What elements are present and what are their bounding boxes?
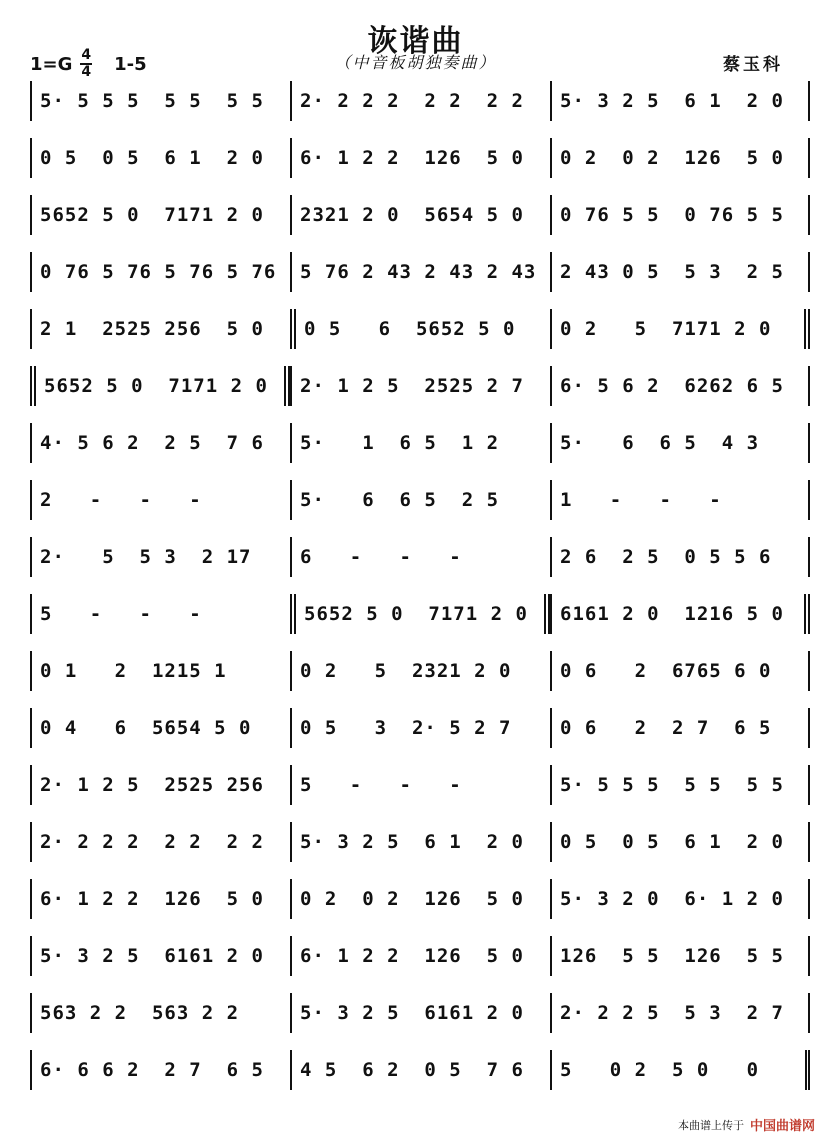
- measure: [30, 651, 290, 691]
- measure: [30, 1050, 290, 1090]
- measure-notes: 0 6 2 2 7 6 5: [560, 716, 772, 739]
- measure: [550, 252, 810, 292]
- measure-notes: 6· 1 2 2 126 5 0: [40, 887, 264, 910]
- measure-notes: 5 - - -: [40, 602, 202, 625]
- measure: [30, 423, 290, 463]
- score-line: [30, 414, 810, 471]
- score-line: [30, 528, 810, 585]
- measure-notes: 5 0 2 5 0 0: [560, 1058, 760, 1081]
- measure: [550, 1050, 810, 1090]
- measure: [30, 822, 290, 862]
- measure-notes: 6 - - -: [300, 545, 462, 568]
- measure: [290, 1050, 550, 1090]
- measure-notes: 0 5 6 5652 5 0: [304, 317, 516, 340]
- measure-notes: 4 5 6 2 0 5 7 6: [300, 1058, 524, 1081]
- measure: [290, 651, 550, 691]
- measure-notes: 2 43 0 5 5 3 2 5: [560, 260, 784, 283]
- measure-notes: 6· 5 6 2 6262 6 5: [560, 374, 784, 397]
- measure-notes: 5· 5 5 5 5 5 5 5: [560, 773, 784, 796]
- measure-notes: 4· 5 6 2 2 5 7 6: [40, 431, 264, 454]
- measure-notes: 6· 6 6 2 2 7 6 5: [40, 1058, 264, 1081]
- measure-notes: 0 76 5 76 5 76 5 76: [40, 260, 277, 283]
- measure-notes: 0 5 0 5 6 1 2 0: [560, 830, 784, 853]
- score-line: [30, 927, 810, 984]
- measure-notes: 0 5 3 2· 5 2 7: [300, 716, 512, 739]
- score-subtitle: （中音板胡独奏曲）: [334, 53, 497, 72]
- measure: [30, 879, 290, 919]
- measure-notes: 5· 6 6 5 4 3: [560, 431, 760, 454]
- meter-bottom: 4: [81, 64, 92, 80]
- measure: [30, 252, 290, 292]
- measure: [290, 423, 550, 463]
- score-line: [30, 1041, 810, 1098]
- measure: [290, 138, 550, 178]
- score-line: [30, 72, 810, 129]
- measure-notes: 2· 1 2 5 2525 2 7: [300, 374, 524, 397]
- measure-notes: 0 2 5 7171 2 0: [560, 317, 772, 340]
- measure: [30, 708, 290, 748]
- measure: [290, 879, 550, 919]
- measure-notes: 5· 3 2 5 6 1 2 0: [560, 89, 784, 112]
- measure-notes: 0 76 5 5 0 76 5 5: [560, 203, 784, 226]
- measure-notes: 2· 1 2 5 2525 256: [40, 773, 264, 796]
- score-body: [30, 72, 810, 1098]
- measure: [550, 537, 810, 577]
- measure-notes: 5· 3 2 5 6161 2 0: [300, 1001, 524, 1024]
- measure-notes: 0 2 5 2321 2 0: [300, 659, 512, 682]
- measure: [290, 822, 550, 862]
- measure-notes: 5 - - -: [300, 773, 462, 796]
- measure: [30, 138, 290, 178]
- measure-notes: 0 4 6 5654 5 0: [40, 716, 252, 739]
- score-line: [30, 984, 810, 1041]
- measure-notes: 5 76 2 43 2 43 2 43: [300, 260, 537, 283]
- measure: [30, 765, 290, 805]
- measure-notes: 0 1 2 1215 1: [40, 659, 227, 682]
- measure: [290, 708, 550, 748]
- measure: [550, 594, 810, 634]
- measure-notes: 0 5 0 5 6 1 2 0: [40, 146, 264, 169]
- measure: [550, 81, 810, 121]
- measure-notes: 2· 2 2 2 2 2 2 2: [40, 830, 264, 853]
- measure-notes: 2 6 2 5 0 5 5 6: [560, 545, 772, 568]
- measure: [550, 366, 810, 406]
- measure-notes: 0 6 2 6765 6 0: [560, 659, 772, 682]
- measure-notes: 2· 5 5 3 2 17: [40, 545, 252, 568]
- key-label: 1=G: [30, 53, 73, 75]
- score-line: [30, 642, 810, 699]
- score-line: [30, 813, 810, 870]
- measure: [550, 309, 810, 349]
- measure: [550, 138, 810, 178]
- measure-notes: 5· 6 6 5 2 5: [300, 488, 500, 511]
- measure-notes: 5652 5 0 7171 2 0: [40, 203, 264, 226]
- measure: [550, 993, 810, 1033]
- measure: [290, 537, 550, 577]
- score-line: [30, 870, 810, 927]
- measure: [290, 765, 550, 805]
- score-line: [30, 756, 810, 813]
- measure: [30, 936, 290, 976]
- measure: [550, 423, 810, 463]
- measure-notes: 2321 2 0 5654 5 0: [300, 203, 524, 226]
- measure: [550, 480, 810, 520]
- measure: [550, 765, 810, 805]
- score-line: [30, 300, 810, 357]
- upload-credit: [678, 1115, 815, 1134]
- measure: [290, 195, 550, 235]
- score-line: [30, 129, 810, 186]
- measure-notes: 563 2 2 563 2 2: [40, 1001, 240, 1024]
- upload-credit-text: 本曲谱上传于: [677, 1118, 744, 1132]
- measure: [290, 594, 550, 634]
- measure: [30, 309, 290, 349]
- measure-notes: 2 1 2525 256 5 0: [40, 317, 264, 340]
- score-title: 诙谐曲: [367, 24, 464, 59]
- measure: [30, 366, 290, 406]
- measure-notes: 2· 2 2 5 5 3 2 7: [560, 1001, 784, 1024]
- score-line: [30, 699, 810, 756]
- site-logo: 中国曲谱网: [749, 1119, 815, 1134]
- measure: [30, 480, 290, 520]
- score-line: [30, 357, 810, 414]
- measure: [30, 993, 290, 1033]
- score-line: [30, 471, 810, 528]
- measure: [290, 81, 550, 121]
- measure: [290, 252, 550, 292]
- measure-notes: 0 2 0 2 126 5 0: [300, 887, 524, 910]
- measure-notes: 5· 3 2 5 6 1 2 0: [300, 830, 524, 853]
- measure-notes: 6· 1 2 2 126 5 0: [300, 944, 524, 967]
- measure-notes: 1 - - -: [560, 488, 722, 511]
- measure: [30, 594, 290, 634]
- measure-notes: 5· 3 2 5 6161 2 0: [40, 944, 264, 967]
- measure: [30, 81, 290, 121]
- measure: [550, 195, 810, 235]
- measure-notes: 2· 2 2 2 2 2 2 2: [300, 89, 524, 112]
- measure: [550, 651, 810, 691]
- measure: [290, 309, 550, 349]
- composer: 蔡玉科: [723, 55, 783, 75]
- meter-top: 4: [81, 47, 92, 63]
- measure: [290, 993, 550, 1033]
- measure: [290, 480, 550, 520]
- score-line: [30, 585, 810, 642]
- measure-notes: 6161 2 0 1216 5 0: [560, 602, 784, 625]
- measure-notes: 2 - - -: [40, 488, 202, 511]
- measure: [30, 195, 290, 235]
- measure: [290, 366, 550, 406]
- measure: [550, 822, 810, 862]
- measure: [550, 708, 810, 748]
- measure: [550, 936, 810, 976]
- measure: [290, 936, 550, 976]
- score-line: [30, 243, 810, 300]
- measure: [550, 879, 810, 919]
- score-line: [30, 186, 810, 243]
- measure-notes: 0 2 0 2 126 5 0: [560, 146, 784, 169]
- measure-notes: 126 5 5 126 5 5: [560, 944, 784, 967]
- pitch-range: 1-5: [114, 53, 147, 75]
- measure-notes: 5· 3 2 0 6· 1 2 0: [560, 887, 784, 910]
- measure-notes: 6· 1 2 2 126 5 0: [300, 146, 524, 169]
- measure-notes: 5652 5 0 7171 2 0: [44, 374, 268, 397]
- measure-notes: 5· 1 6 5 1 2: [300, 431, 500, 454]
- measure-notes: 5652 5 0 7171 2 0: [304, 602, 528, 625]
- measure: [30, 537, 290, 577]
- measure-notes: 5· 5 5 5 5 5 5 5: [40, 89, 264, 112]
